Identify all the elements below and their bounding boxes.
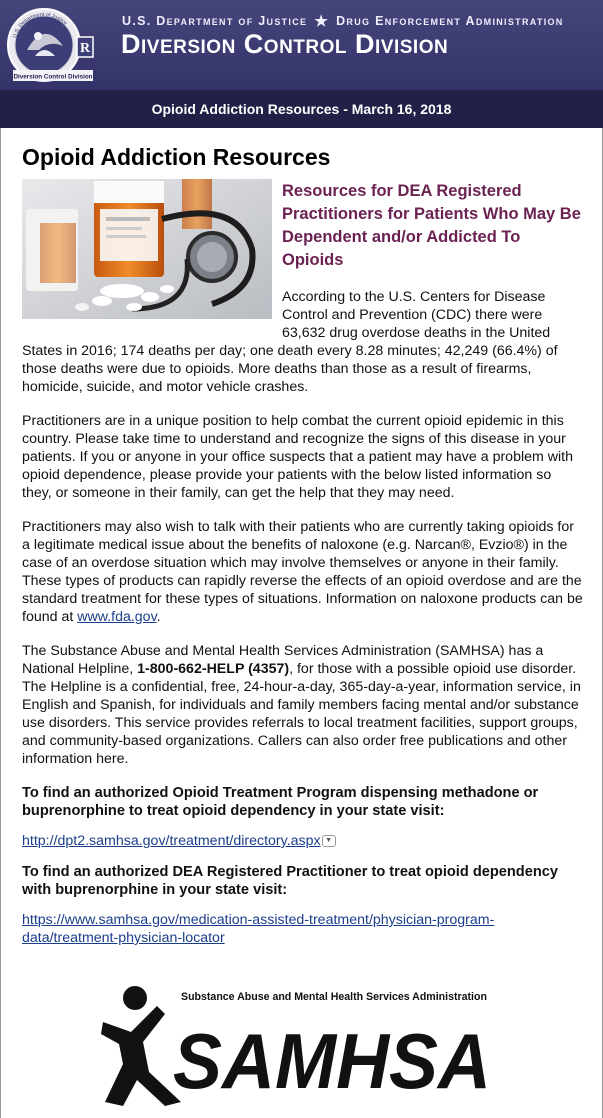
svg-text:R: R (79, 41, 91, 56)
date-title-bar (0, 90, 603, 128)
fda-link[interactable]: www.fda.gov (77, 609, 157, 625)
seal-caption: Diversion Control Division (13, 73, 93, 81)
samhsa-wordmark: SAMHSA (173, 1017, 491, 1105)
chevron-down-icon[interactable]: ▼ (322, 835, 336, 847)
naloxone-end: . (156, 609, 161, 625)
paragraph-naloxone (22, 518, 583, 626)
samhsa-tagline: Substance Abuse and Mental Health Services Administration (181, 991, 487, 1003)
agency-dea: Drug Enforcement Administration (336, 14, 564, 28)
paragraph-practitioners: Practitioners are in a unique position to help combat the current opioid epidemic in this country. Please take time to understand and recognize the signs of this disease in your patients. If you or anyone in your office suspects that a patient may have a problem with opioid dependence, please provide your patients with the below listed information so they, or someone in their family, can get the help that they may need. (22, 413, 573, 501)
helpline-text-a: The Substance Abuse and Mental Health Services Administration (SAMHSA) has a National Helpline, (22, 643, 544, 677)
naloxone-text: Practitioners may also wish to talk with their patients who are currently taking opioids for a legitimate medical issue about the benefits of naloxone (e.g. Narcan®, Evzio®) in the case of an overdose situation which may involve themselves or anyone in their family. These types of products can rapidly reverse the effects of an opioid overdose and are the standard treatment for these types of situations. Information on naloxone products can be found at (22, 519, 583, 625)
paragraph-cdc-stats: According to the U.S. Centers for Disease Control and Prevention (CDC) there were 63,632 drug overdose deaths in the United States in 2016; 174 deaths per day; one death every 8.28 minutes; 42,249 (66.4%) of those deaths were due to opioids. More deaths than those as a result of firearms, homicide, suicide, and motor vehicle crashes. (22, 289, 558, 395)
opioid-photo (22, 179, 272, 319)
otp-link-row (22, 833, 336, 849)
star-icon: ★ (314, 13, 330, 30)
main-content (0, 128, 603, 1118)
page-title: Opioid Addiction Resources (22, 144, 331, 170)
article-subheading: Resources for DEA Registered Practitioners for Patients Who May Be Dependent and/or Addicted To Opioids (282, 182, 581, 269)
otp-heading: To find an authorized Opioid Treatment Program dispensing methadone or buprenorphine to treat opioid dependency in your state visit: (22, 785, 539, 819)
date-title: Opioid Addiction Resources - March 16, 2018 (151, 101, 452, 117)
agency-doj: U.S. Department of Justice (122, 14, 308, 28)
helpline-text-b: , for those with a possible opioid use disorder. The Helpline is a confidential, free, 24-hour-a-day, 365-day-a-year, information service, in English and Spanish, for individuals and family members facing mental and/or substance use disorders. This service provides referrals to local treatment facilities, support groups, and community-based organizations. Callers can also order free publications and other information here. (22, 661, 581, 767)
practitioner-heading: To find an authorized DEA Registered Practitioner to treat opioid dependency with buprenorphine in your state visit: (22, 864, 558, 898)
dea-seal-icon[interactable] (5, 6, 101, 84)
site-banner (0, 0, 603, 90)
agency-line (122, 11, 592, 29)
paragraph-samhsa-helpline (22, 642, 583, 768)
helpline-phone: 1-800-662-HELP (4357) (137, 661, 290, 677)
otp-directory-link[interactable]: http://dpt2.samhsa.gov/treatment/directory.aspx (22, 833, 321, 849)
division-title: Diversion Control Division (121, 29, 449, 59)
samhsa-logo (101, 984, 501, 1108)
physician-locator-link[interactable]: https://www.samhsa.gov/medication-assisted-treatment/physician-program-data/treatment-physician-locator (22, 912, 495, 946)
seal-ring-text: U.S. Department of Justice (11, 11, 68, 39)
person-figure-icon (101, 986, 181, 1106)
